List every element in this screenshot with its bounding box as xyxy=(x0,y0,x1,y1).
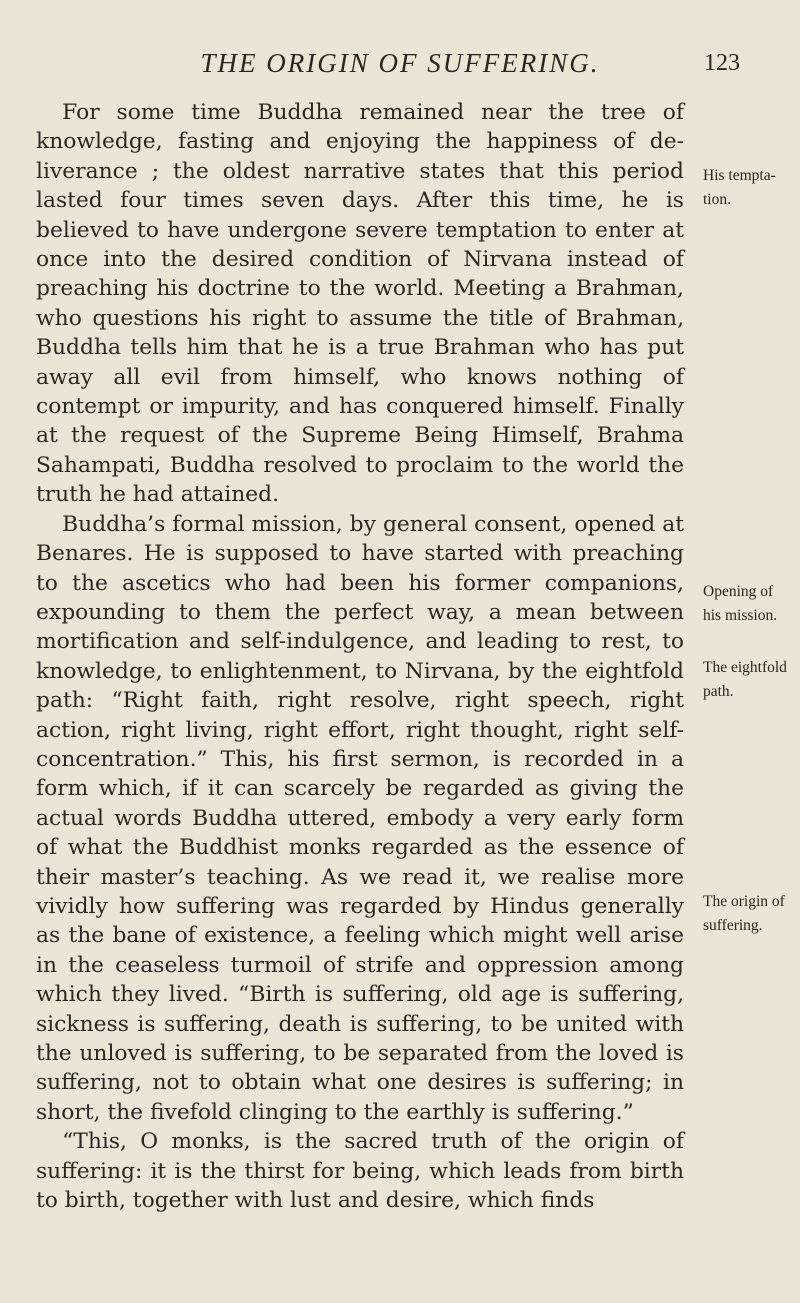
paragraph: Buddha’s formal mission, by general consent, opened at Benares. He is supposed to have started with preaching to the ascetics who had been his former companions, expounding to them the perfect way, a mean between mortification and self-indulgence, and leading to rest, to knowledge, to enlightenment, to Nirvana, by the eightfold path: “Right faith, right resolve, right speech, right action, right living, right effort, right thought, right self-concentration.” This, his first sermon, is recorded in a form which, if it can scarcely be regarded as giving the actual words Buddha uttered, embody a very early form of what the Buddhist monks regarded as the essence of their master’s teaching. As we read it, we realise more vividly how suffering was regarded by Hindus generally as the bane of existence, a feeling which might well arise in the ceaseless turmoil of strife and oppression among which they lived. “Birth is suffering, old age is suffering, sickness is suffering, death is suffering, to be united with the unloved is suffering, to be separated from the loved is suffering, not to obtain what one desires is suffering; in short, the fivefold clinging to the earthly is suffering.” xyxy=(36,511,684,1125)
paragraph: For some time Buddha remained near the tree of knowledge, fasting and enjoying the happiness of deliverance ; the oldest narrative states that this period lasted four times seven days. After this time, he is believed to have undergone severe temptation to enter at once into the desired condition of Nirvana instead of preaching his doctrine to the world. Meeting a Brahman, who questions his right to assume the title of Brahman, Buddha tells him that he is a true Brahman who has put away all evil from himself, who knows nothing of contempt or impurity, and has conquered himself. Finally at the request of the Supreme Being Himself, Brahma Sahampati, Buddha resolved to proclaim to the world the truth he had attained. xyxy=(36,100,684,508)
page-number: 123 xyxy=(704,50,740,76)
body-text xyxy=(36,98,684,1215)
running-title: THE ORIGIN OF SUFFERING. xyxy=(200,48,600,78)
sidenote-eightfold-path: The eightfold path. xyxy=(703,659,787,700)
page-header xyxy=(0,44,800,84)
sidenote-mission: Opening of his mission. xyxy=(703,583,778,624)
sidenote-temptation: His tempta- tion. xyxy=(703,167,776,208)
paragraph: “This, O monks, is the sacred truth of the origin of suffering: it is the thirst for being, which leads from birth to birth, together with lust and desire, which finds xyxy=(36,1129,684,1214)
sidenote-origin-of-suffering: The origin of suffering. xyxy=(703,893,785,934)
